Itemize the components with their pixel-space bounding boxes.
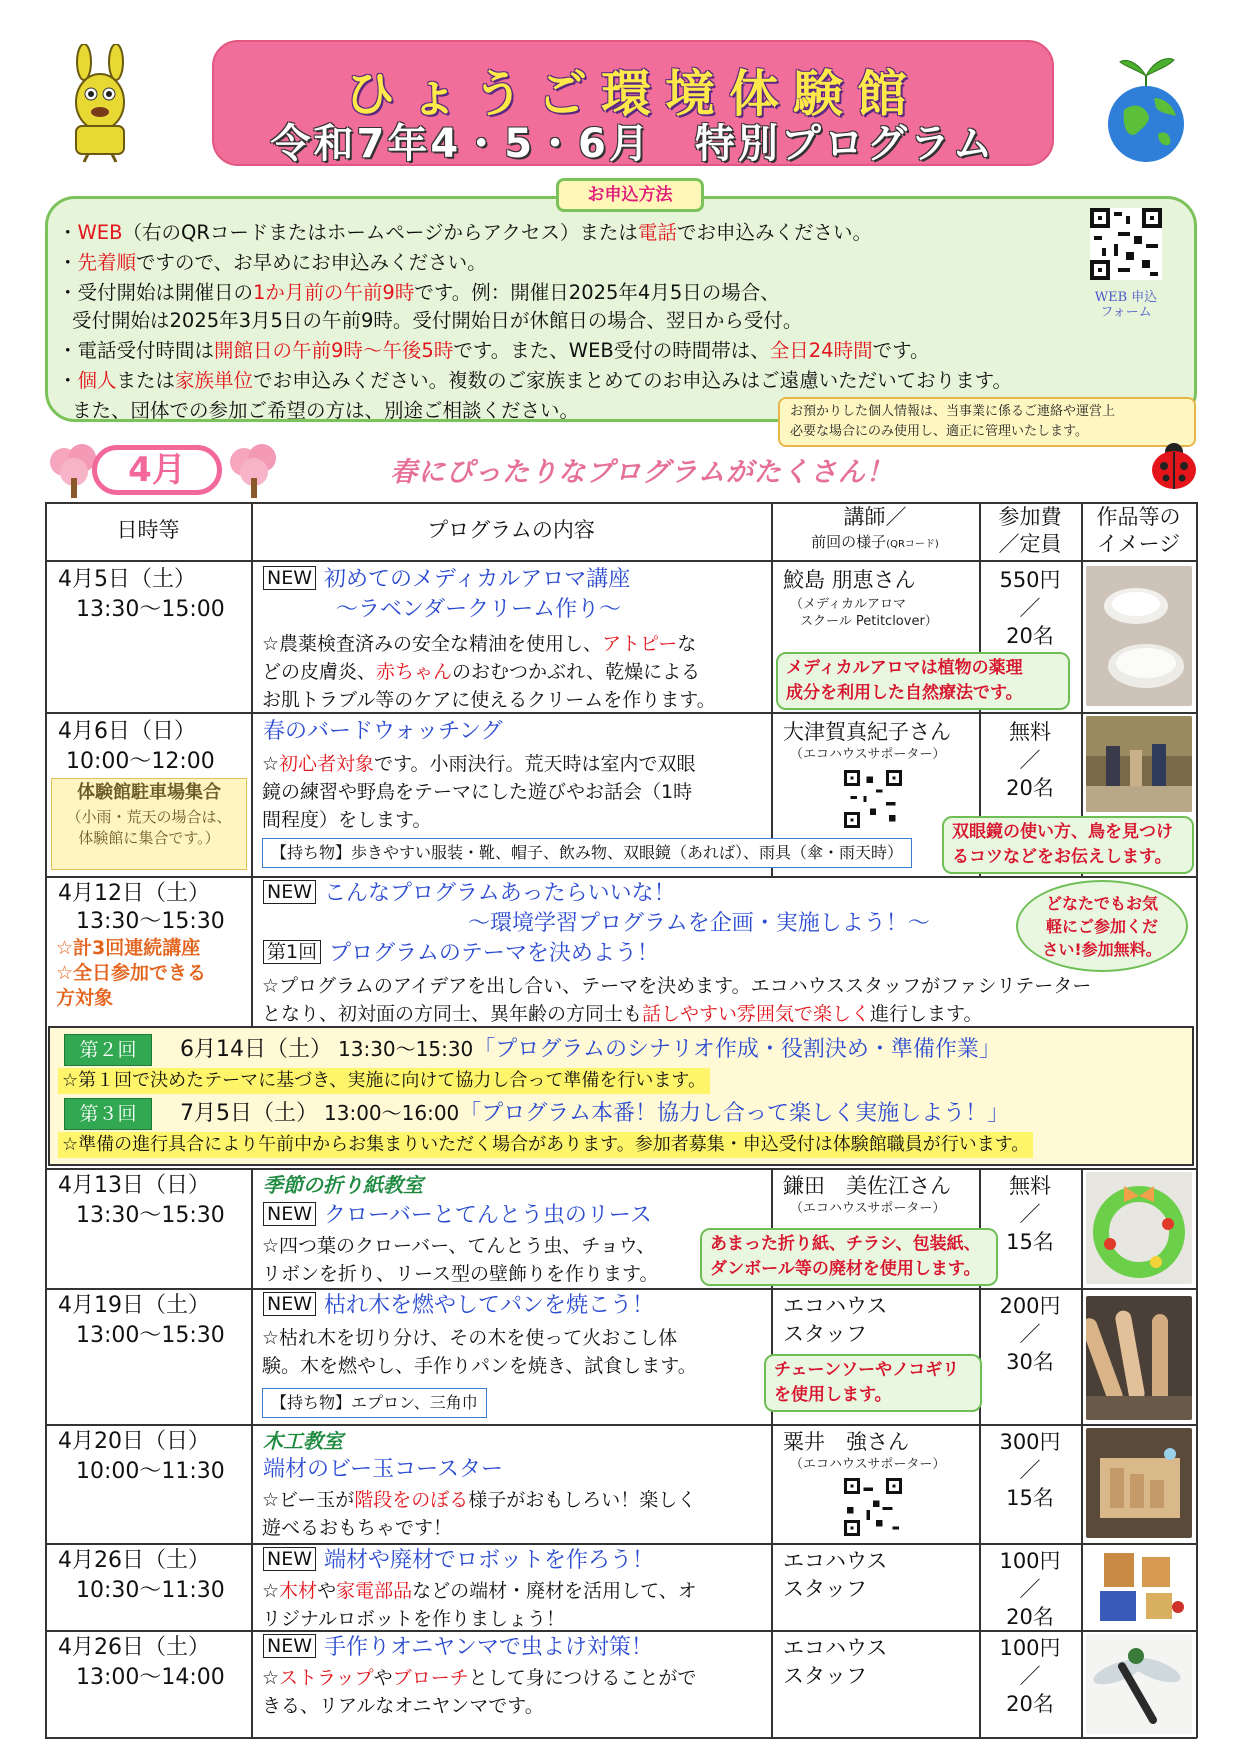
items-to-bring: 【持ち物】エプロン、三角巾 (262, 1388, 487, 1418)
apply-line-2: ・先着順ですので、お早めにお申込みください。 (58, 251, 487, 274)
program-title: NEW 枯れ木を燃やしてパンを焼こう！ (263, 1292, 654, 1320)
teacher-name: 粟井 強さん (783, 1430, 909, 1454)
web-form-qr-label: WEB 申込 フォーム (1094, 290, 1158, 320)
fee-capacity: 200円 ／ 30名 (999, 1294, 1061, 1374)
fee-capacity: 300円 ／ 15名 (999, 1430, 1061, 1510)
row-date: 4月20日（日） (58, 1429, 210, 1454)
table-border (45, 1288, 1197, 1290)
program-title: 端材のビー玉コースター (263, 1457, 504, 1482)
round-3-title: 7月5日（土） 13:00～16:00「プログラム本番！協力し合って楽しく実施しよう！」 (180, 1101, 1010, 1126)
round-1-title: 第1回 プログラムのテーマを決めよう！ (263, 940, 659, 968)
page-subtitle: 令和7年4・5・6月 特別プログラム (270, 121, 996, 167)
program-description: ☆農薬検査済みの安全な精油を使用し、アトピーな どの皮膚炎、赤ちゃんのおむつかぶれ、乾燥による お肌トラブル等のケアに使えるクリームを作ります。 (262, 633, 716, 711)
program-title: NEW こんなプログラムあったらいいな！ (263, 880, 676, 908)
apply-line-3: ・受付開始は開催日の1か月前の午前9時です。例：開催日2025年4月5日の場合、 (58, 281, 780, 304)
cherry-tree-icon (226, 440, 282, 500)
round-3-badge: 第３回 (64, 1098, 152, 1130)
row-time: 13:00～15:30 (76, 1323, 225, 1348)
row-time: 13:00～14:00 (76, 1665, 225, 1690)
apply-line-6: ・個人または家族単位でお申込みください。複数のご家族まとめてのお申込みはご遠慮いただいております。 (58, 369, 1013, 392)
april-badge: 4月 (92, 445, 222, 495)
clover-wreath-photo (1086, 1172, 1192, 1284)
fee-capacity: 100円 ／ 20名 (999, 1636, 1061, 1716)
teacher-name: 大津賀真紀子さん (783, 720, 951, 744)
row-time: 13:30～15:30 (76, 1203, 225, 1228)
fee-capacity: 550円 ／ 20名 (999, 568, 1061, 648)
table-border (45, 502, 47, 1738)
previous-event-qr-code[interactable] (844, 1478, 902, 1536)
fee-capacity: 100円 ／ 20名 (999, 1549, 1061, 1629)
apply-line-5: ・電話受付時間は開館日の午前9時～午後5時です。また、WEB受付の時間帯は、全日24時間です。 (58, 339, 930, 362)
application-method-tab: お申込方法 (556, 178, 704, 212)
free-participation-bubble: どなたでもお気 軽にご参加くだ さい!参加無料。 (1016, 880, 1188, 972)
row-date: 4月13日（日） (58, 1173, 210, 1198)
round-1-badge: 第1回 (263, 940, 321, 964)
new-badge: NEW (263, 1547, 316, 1571)
program-title: NEW 手作りオニヤンマで虫よけ対策！ (263, 1634, 653, 1662)
table-border (1081, 1168, 1083, 1738)
teacher-affiliation: （エコハウスサポーター） (790, 1457, 946, 1472)
fee-capacity: 無料 ／ 15名 (1006, 1174, 1054, 1254)
new-badge: NEW (263, 1202, 316, 1226)
web-form-qr-code[interactable] (1090, 208, 1162, 280)
table-border (251, 876, 253, 1026)
program-description: ☆四つ葉のクローバー、てんとう虫、チョウ、 リボンを折り、リース型の壁飾りを作ります。 (262, 1235, 659, 1285)
robot-craft-photo (1086, 1547, 1192, 1627)
table-border (45, 1424, 1197, 1426)
program-category: 木工教室 (263, 1429, 343, 1453)
birdwatching-photo (1086, 716, 1192, 812)
new-badge: NEW (263, 880, 316, 904)
teacher-affiliation: （メディカルアロマ スクール Petitclover） (790, 597, 938, 629)
program-description: ☆プログラムのアイデアを出し合い、テーマを決めます。エコハウススタッフがファシリテーター となり、初対面の方同士、異年齢の方同士も話しやすい雰囲気で楽しく進行します。 (262, 975, 1092, 1025)
phone-emphasis: 電話 (637, 221, 677, 244)
round-2-description: ☆第１回で決めたテーマに基づき、実施に向けて協力し合って準備を行います。 (58, 1068, 710, 1094)
table-border (1196, 502, 1198, 1738)
column-header-content: プログラムの内容 (427, 518, 595, 542)
bread-baking-photo (1086, 1296, 1192, 1420)
row-time: 13:30～15:30 (76, 909, 225, 934)
april-tagline: 春にぴったりなプログラムがたくさん！ (390, 457, 894, 488)
teacher-name: エコハウス スタッフ (783, 1294, 888, 1346)
row-date: 4月26日（土） (58, 1548, 210, 1573)
round-2-badge: 第２回 (64, 1034, 152, 1066)
program-note: メディカルアロマは植物の薬理 成分を利用した自然療法です。 (776, 652, 1070, 710)
dragonfly-craft-photo (1086, 1634, 1192, 1734)
privacy-notice: お預かりした個人情報は、当事業に係るご連絡や運営上 必要な場合にのみ使用し、適正に管理いたします。 (778, 397, 1196, 447)
meeting-point-box: 体験館駐車場集合 （小雨・荒天の場合は、 体験館に集合です。） (51, 778, 247, 870)
fee-capacity: 無料 ／ 20名 (1006, 720, 1054, 800)
teacher-affiliation: （エコハウスサポーター） (790, 1201, 946, 1216)
table-border (771, 502, 773, 876)
program-note: あまった折り紙、チラシ、包装紙、 ダンボール等の廃材を使用します。 (700, 1228, 998, 1286)
table-border (45, 1543, 1197, 1545)
row-time: 10:30～11:30 (76, 1578, 225, 1603)
teacher-name: 鮫島 朋恵さん (783, 568, 916, 592)
column-header-teacher: 講師／ 前回の様子(QRコード) (811, 505, 939, 551)
program-title: 春のバードウォッチング (263, 719, 503, 744)
program-title: NEW 端材や廃材でロボットを作ろう！ (263, 1547, 654, 1575)
round-3-description: ☆準備の進行具合により午前中からお集まりいただく場合があります。参加者募集・申込受付は体験館職員が行います。 (58, 1132, 1033, 1158)
teacher-name: エコハウス スタッフ (783, 1549, 888, 1601)
table-border (45, 1737, 1197, 1739)
program-title: NEW クローバーとてんとう虫のリース (263, 1202, 652, 1230)
previous-event-qr-code[interactable] (844, 770, 902, 828)
title-banner (212, 40, 1054, 166)
program-description: ☆ビー玉が階段をのぼる様子がおもしろい！楽しく 遊べるおもちゃです！ (262, 1489, 697, 1539)
program-category: 季節の折り紙教室 (263, 1173, 423, 1197)
row-date: 4月5日（土） (58, 567, 196, 592)
page-title: ひょうご環境体験館 (345, 65, 921, 123)
series-notice: ☆計3回連続講座 ☆全日参加できる 方対象 (56, 937, 207, 1009)
apply-line-4: 受付開始は2025年3月5日の午前9時。受付開始日が休館日の場合、翌日から受付。 (72, 309, 803, 332)
program-description: ☆ストラップやブローチとして身につけることがで きる、リアルなオニヤンマです。 (262, 1667, 697, 1717)
program-description: ☆枯れ木を切り分け、その木を使って火おこし体 験。木を燃やし、手作りパンを焼き、試食します。 (262, 1327, 697, 1377)
program-subtitle: ～環境学習プログラムを企画・実施しよう！～ (468, 911, 930, 936)
row-date: 4月6日（日） (58, 719, 196, 744)
program-subtitle: ～ラベンダークリーム作り～ (336, 597, 622, 622)
teacher-name: 鎌田 美佐江さん (783, 1174, 951, 1198)
new-badge: NEW (263, 566, 316, 590)
new-badge: NEW (263, 1292, 316, 1316)
teacher-name: エコハウス スタッフ (783, 1636, 888, 1688)
table-border (45, 1168, 1197, 1170)
row-date: 4月19日（土） (58, 1293, 210, 1318)
round-2-title: 6月14日（土） 13:30～15:30「プログラムのシナリオ作成・役割決め・準備作業」 (180, 1037, 1001, 1062)
ladybug-icon (1148, 440, 1200, 490)
web-emphasis: WEB (77, 221, 123, 244)
new-badge: NEW (263, 1634, 316, 1658)
program-description: ☆初心者対象です。小雨決行。荒天時は室内で双眼 鏡の練習や野鳥をテーマにした遊びやお話会（1時 間程度）をします。 (262, 753, 696, 831)
column-header-date: 日時等 (116, 518, 180, 542)
table-border (45, 876, 1197, 878)
row-date: 4月26日（土） (58, 1635, 210, 1660)
apply-line-7: また、団体での参加ご希望の方は、別途ご相談ください。 (72, 399, 580, 422)
program-description: ☆木材や家電部品などの端材・廃材を活用して、オ リジナルロボットを作りましょう！ (262, 1580, 697, 1630)
row-time: 13:30～15:00 (76, 597, 225, 622)
table-border (251, 1168, 253, 1738)
row-time: 10:00～12:00 (66, 749, 215, 774)
lavender-cream-photo (1086, 566, 1192, 706)
apply-line-1: ・WEB（右のQRコードまたはホームページからアクセス）または電話でお申込みください。 (58, 221, 872, 244)
row-date: 4月12日（土） (58, 881, 210, 906)
program-title: NEW 初めてのメディカルアロマ講座 (263, 566, 630, 594)
globe-illustration (1098, 44, 1194, 162)
table-border (45, 560, 1197, 562)
mascot-illustration (58, 44, 142, 164)
row-time: 10:00～11:30 (76, 1459, 225, 1484)
column-header-fee: 参加費 ／定員 (998, 505, 1062, 556)
teacher-affiliation: （エコハウスサポーター） (790, 747, 946, 762)
items-to-bring: 【持ち物】歩きやすい服装・靴、帽子、飲み物、双眼鏡（あれば）、雨具（傘・雨天時） (262, 838, 912, 868)
table-border (251, 502, 253, 876)
column-header-image: 作品等の イメージ (1096, 505, 1181, 556)
program-note: 双眼鏡の使い方、鳥を見つけ るコツなどをお伝えします。 (942, 816, 1194, 874)
program-note: チェーンソーやノコギリ を使用します。 (764, 1354, 982, 1412)
marble-coaster-photo (1086, 1428, 1192, 1538)
